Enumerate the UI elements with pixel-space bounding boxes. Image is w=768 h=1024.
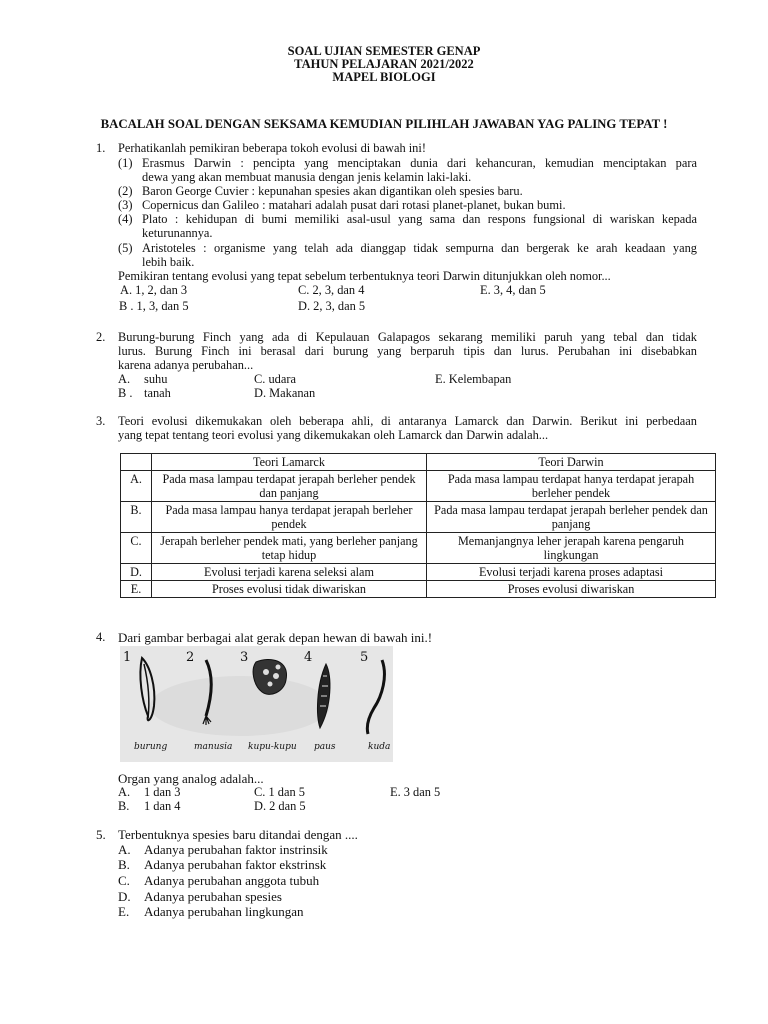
question-stem: yang tepat tentang teori evolusi yang dikemukakan oleh Lamarck dan Darwin adalah... <box>118 428 549 442</box>
table-cell: Memanjangnya leher jerapah karena pengaruh lingkungan <box>427 533 716 564</box>
option-a[interactable]: A. 1, 2, dan 3 <box>120 283 188 297</box>
option-b[interactable]: B . 1, 3, dan 5 <box>119 299 189 313</box>
option-e[interactable]: E. Kelembapan <box>435 372 512 386</box>
item-number: (3) <box>118 198 133 212</box>
row-label: A. <box>121 471 152 502</box>
figure-label: paus <box>314 742 336 752</box>
question-prompt: Pemikiran tentang evolusi yang tepat sebelum terbentuknya teori Darwin ditunjukkan oleh nomor... <box>118 269 611 283</box>
row-label: E. <box>121 581 152 598</box>
item-text: Copernicus dan Galileo : matahari adalah pusat dari rotasi planet-planet, bukan bumi. <box>142 198 566 212</box>
option-d[interactable]: D. 2 dan 5 <box>254 799 306 813</box>
table-cell: Proses evolusi diwariskan <box>427 581 716 598</box>
table-cell: Pada masa lampau terdapat hanya terdapat jerapah berleher pendek <box>427 471 716 502</box>
subject-title: MAPEL BIOLOGI <box>332 70 436 84</box>
question-stem: karena adanya perubahan... <box>118 358 254 372</box>
table-cell: Proses evolusi tidak diwariskan <box>152 581 427 598</box>
item-text: lebih baik. <box>142 255 195 269</box>
item-number: (4) <box>118 212 133 226</box>
row-label: C. <box>121 533 152 564</box>
option-a-letter[interactable]: A. <box>118 785 131 799</box>
option-e[interactable]: Adanya perubahan lingkungan <box>144 904 304 919</box>
table-cell: Jerapah berleher pendek mati, yang berleher panjang tetap hidup <box>152 533 427 564</box>
question-number: 5. <box>96 827 106 842</box>
figure-label: burung <box>134 742 168 752</box>
figure-label: kupu-kupu <box>248 742 297 752</box>
table-row[interactable] <box>121 502 716 533</box>
table-header-row <box>121 454 716 471</box>
exam-instruction: BACALAH SOAL DENGAN SEKSAMA KEMUDIAN PILIHLAH JAWABAN YAG PALING TEPAT ! <box>100 117 668 131</box>
question-prompt: Organ yang analog adalah... <box>118 771 264 786</box>
option-d[interactable]: D. Makanan <box>254 386 316 400</box>
table-row[interactable] <box>121 533 716 564</box>
option-a-letter[interactable]: A. <box>118 372 131 386</box>
figure-number: 5 <box>360 650 369 665</box>
item-number: (2) <box>118 184 133 198</box>
option-d-letter[interactable]: D. <box>118 889 131 904</box>
forelimb-figure <box>120 646 393 762</box>
figure-number: 2 <box>186 650 195 665</box>
item-text: Plato : kehidupan di bumi memiliki asal-usul yang sama dan respons fungsional di wariskan kepada <box>142 212 697 226</box>
option-b[interactable]: 1 dan 4 <box>144 799 181 813</box>
option-b-letter[interactable]: B. <box>118 799 130 813</box>
table-header-cell: Teori Darwin <box>427 454 716 471</box>
table-cell: Evolusi terjadi karena seleksi alam <box>152 564 427 581</box>
table-row[interactable] <box>121 581 716 598</box>
option-e[interactable]: E. 3, 4, dan 5 <box>480 283 546 297</box>
table-header-cell <box>121 454 152 471</box>
item-number: (5) <box>118 241 133 255</box>
table-cell: Evolusi terjadi karena proses adaptasi <box>427 564 716 581</box>
question-stem: lurus. Burung Finch ini berasal dari burung yang berparuh tipis dan lurus. Perubahan ini disebabkan <box>118 344 697 358</box>
option-c[interactable]: C. udara <box>254 372 296 386</box>
row-label: B. <box>121 502 152 533</box>
question-stem: Burung-burung Finch yang ada di Kepulauan Galapagos sekarang memiliki paruh yang tebal dan tidak <box>118 330 697 344</box>
option-c[interactable]: C. 2, 3, dan 4 <box>298 283 365 297</box>
option-a[interactable]: 1 dan 3 <box>144 785 181 799</box>
table-cell: Pada masa lampau hanya terdapat jerapah berleher pendek <box>152 502 427 533</box>
figure-number: 1 <box>123 650 132 665</box>
option-b[interactable]: Adanya perubahan faktor ekstrinsk <box>144 857 327 872</box>
question-stem: Perhatikanlah pemikiran beberapa tokoh evolusi di bawah ini! <box>118 141 426 155</box>
question-stem: Terbentuknya spesies baru ditandai dengan .... <box>118 827 358 842</box>
item-number: (1) <box>118 156 133 170</box>
exam-title: SOAL UJIAN SEMESTER GENAP <box>287 44 481 58</box>
option-a-letter[interactable]: A. <box>118 842 131 857</box>
question-stem: Dari gambar berbagai alat gerak depan hewan di bawah ini.! <box>118 630 433 645</box>
question-number: 3. <box>96 414 106 428</box>
figure-label: kuda <box>368 742 391 752</box>
table-cell: Pada masa lampau terdapat jerapah berleher pendek dan panjang <box>427 502 716 533</box>
question-stem: Teori evolusi dikemukakan oleh beberapa ahli, di antaranya Lamarck dan Darwin. Berikut ini perbedaan <box>118 414 697 428</box>
question-number: 2. <box>96 330 106 344</box>
row-label: D. <box>121 564 152 581</box>
table-row[interactable] <box>121 564 716 581</box>
option-a[interactable]: Adanya perubahan faktor instrinsik <box>144 842 328 857</box>
item-text: dewa yang akan membuat manusia dengan jenis kelamin laki-laki. <box>142 170 472 184</box>
option-c[interactable]: C. 1 dan 5 <box>254 785 305 799</box>
option-b[interactable]: tanah <box>144 386 171 400</box>
option-d[interactable]: Adanya perubahan spesies <box>144 889 282 904</box>
option-c-letter[interactable]: C. <box>118 873 130 888</box>
item-text: Erasmus Darwin : pencipta yang menciptakan dunia dari kehancuran, kemudian menciptakan para <box>142 156 697 170</box>
item-text: keturunannya. <box>142 226 213 240</box>
comparison-table <box>120 453 716 598</box>
table-header-cell: Teori Lamarck <box>152 454 427 471</box>
option-d[interactable]: D. 2, 3, dan 5 <box>298 299 366 313</box>
item-text: Aristoteles : organisme yang telah ada dianggap tidak sempurna dan bergerak ke arah keadaan yang <box>142 241 697 255</box>
figure-label: manusia <box>194 742 233 752</box>
option-a[interactable]: suhu <box>144 372 168 386</box>
table-cell: Pada masa lampau terdapat jerapah berleher pendek dan panjang <box>152 471 427 502</box>
option-c[interactable]: Adanya perubahan anggota tubuh <box>144 873 320 888</box>
figure-number: 4 <box>304 650 313 665</box>
figure-number: 3 <box>240 650 249 665</box>
table-row[interactable] <box>121 471 716 502</box>
option-b-letter[interactable]: B . <box>118 386 133 400</box>
option-e-letter[interactable]: E. <box>118 904 130 919</box>
question-number: 1. <box>96 141 106 155</box>
option-e[interactable]: E. 3 dan 5 <box>390 785 441 799</box>
item-text: Baron George Cuvier : kepunahan spesies akan digantikan oleh spesies baru. <box>142 184 523 198</box>
question-number: 4. <box>96 630 106 644</box>
option-b-letter[interactable]: B. <box>118 857 130 872</box>
academic-year: TAHUN PELAJARAN 2021/2022 <box>294 57 474 71</box>
